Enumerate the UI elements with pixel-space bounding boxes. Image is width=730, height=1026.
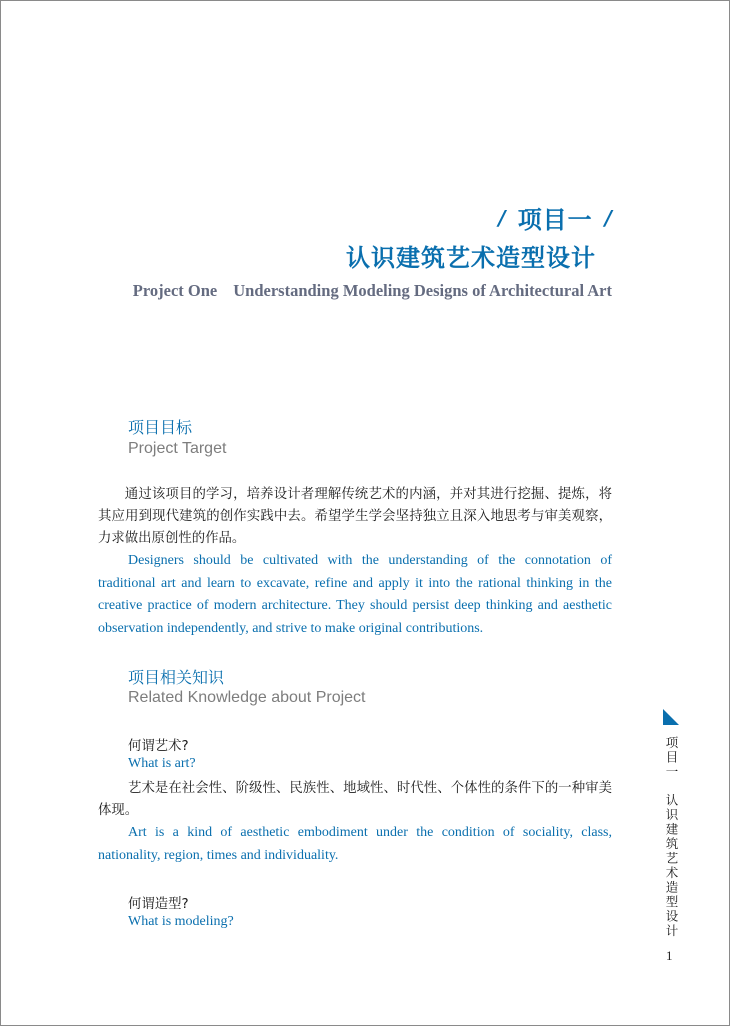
target-paragraph-en: Designers should be cultivated with the understanding of the connotation of traditional art and learn to excavate, refine and apply it into the rational thinking in the creative practice of modern architecture. They should persist deep thinking and aesthetic observation independently, and strive to make original contributions. (98, 553, 612, 636)
chapter-title-en-prefix: Project One (132, 281, 218, 300)
page-number: 1 (666, 948, 673, 963)
section-heading-knowledge-en: Related Knowledge about Project (128, 689, 366, 706)
answer-art-en: Art is a kind of aesthetic embodiment under the condition of sociality, class, nationality, region, times and individuality. (98, 825, 612, 863)
target-paragraph-cn: 通过该项目的学习，培养设计者理解传统艺术的内涵，并对其进行挖掘、提炼，将其应用到现代建筑的创作实践中去。希望学生学会坚持独立且深入地思考与审美观察，力求做出原创性的作品。 (98, 487, 612, 546)
section-heading-knowledge-cn: 项目相关知识 (128, 668, 225, 687)
question-modeling-cn: 何谓造型? (128, 897, 189, 912)
chapter-title-en-main: Understanding Modeling Designs of Architectural Art (233, 281, 612, 300)
section-heading-target-cn: 项目目标 (128, 418, 193, 437)
question-art-cn: 何谓艺术? (128, 739, 189, 754)
slash-right: / (604, 205, 612, 230)
side-tab-triangle-icon (663, 709, 679, 725)
question-modeling-en: What is modeling? (128, 914, 234, 929)
side-tab-project: 项目一 (664, 736, 679, 780)
project-number-line (498, 200, 612, 235)
section-heading-target-en: Project Target (128, 440, 227, 457)
project-number: 项目一 (517, 206, 593, 234)
side-tab-label (664, 736, 678, 939)
chapter-title-cn: 认识建筑艺术造型设计 (346, 244, 596, 272)
chapter-title-en (133, 281, 612, 301)
side-tab-title: 认识建筑艺术造型设计 (664, 793, 679, 939)
slash-left: / (498, 205, 506, 230)
question-art-en: What is art? (128, 756, 196, 771)
answer-art-cn: 艺术是在社会性、阶级性、民族性、地域性、时代性、个体性的条件下的一种审美体现。 (98, 781, 612, 818)
